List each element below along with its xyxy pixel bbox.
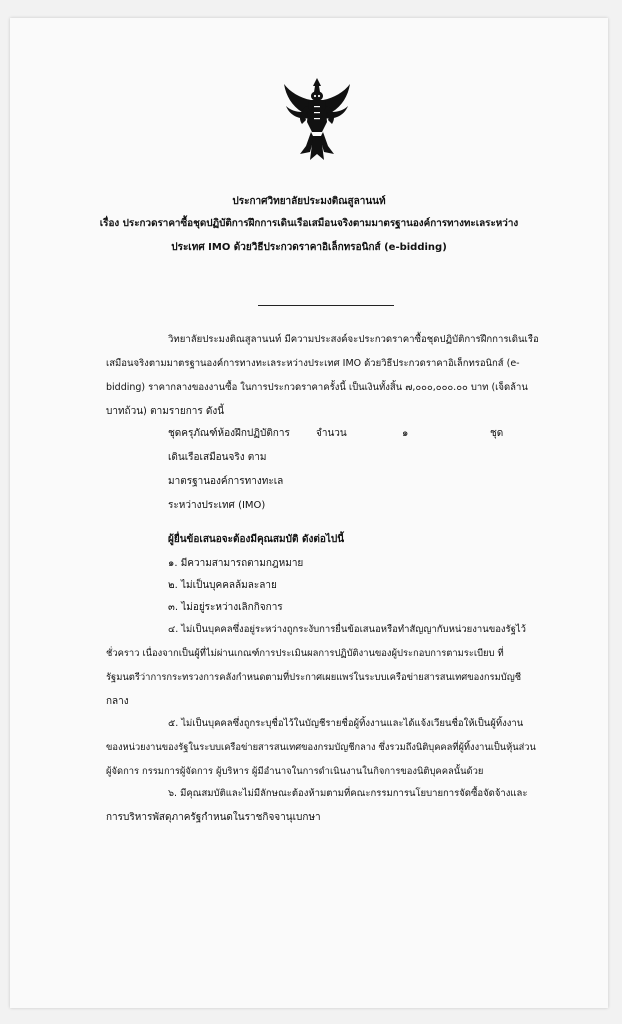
qualifications-heading: ผู้ยื่นข้อเสนอจะต้องมีคุณสมบัติ ดังต่อไปนี้ — [168, 534, 345, 545]
intro-line-1: วิทยาลัยประมงติณสูลานนท์ มีความประสงค์จะประกวดราคาซื้อชุดปฏิบัติการฝึกการเดินเรือ — [168, 334, 539, 345]
item-name-line-4: ระหว่างประเทศ (IMO) — [168, 500, 266, 511]
intro-line-4: บาทถ้วน) ตามรายการ ดังนี้ — [106, 406, 225, 417]
item-name-line-3: มาตรฐานองค์การทางทะเล — [168, 476, 284, 487]
item-name-line-2: เดินเรือเสมือนจริง ตาม — [168, 452, 267, 463]
qualification-5-line-3: ผู้จัดการ กรรมการผู้จัดการ ผู้บริหาร ผู้มีอำนาจในการดำเนินงานในกิจการของนิติบุคคลนั้นด้วย — [106, 766, 484, 777]
qualification-4-line-3: รัฐมนตรีว่าการกระทรวงการคลังกำหนดตามที่ประกาศเผยแพร่ในระบบเครือข่ายสารสนเทศของกรมบัญชี — [106, 672, 522, 683]
qualification-6-line-1: ๖. มีคุณสมบัติและไม่มีลักษณะต้องห้ามตามที่คณะกรรมการนโยบายการจัดซื้อจัดจ้างและ — [168, 788, 528, 799]
intro-line-3: bidding) ราคากลางของงานซื้อ ในการประกวดราคาครั้งนี้ เป็นเงินทั้งสิ้น ๗,๐๐๐,๐๐๐.๐๐ บาท (เจ็ดล้าน — [106, 382, 528, 393]
document-page — [10, 18, 608, 1008]
intro-line-2: เสมือนจริงตามมาตรฐานองค์การทางทะเลระหว่างประเทศ IMO ด้วยวิธีประกวดราคาอิเล็กทรอนิกส์ (e- — [106, 358, 520, 369]
item-qty-label: จำนวน — [316, 428, 347, 439]
qualification-4-line-1: ๔. ไม่เป็นบุคคลซึ่งอยู่ระหว่างถูกระงับการยื่นข้อเสนอหรือทำสัญญากับหน่วยงานของรัฐไว้ — [168, 624, 526, 635]
announcement-subject-line-2: ประเทศ IMO ด้วยวิธีประกวดราคาอิเล็กทรอนิกส์ (e-bidding) — [171, 242, 447, 253]
qualification-5-line-2: ของหน่วยงานของรัฐในระบบเครือข่ายสารสนเทศของกรมบัญชีกลาง ซึ่งรวมถึงนิติบุคคลที่ผู้ทิ้งงานเป็นหุ้นส่วน — [106, 742, 536, 753]
announcement-org-line: ประกาศวิทยาลัยประมงติณสูลานนท์ — [232, 196, 386, 207]
qualification-2: ๒. ไม่เป็นบุคคลล้มละลาย — [168, 580, 277, 591]
item-name-line-1: ชุดครุภัณฑ์ห้องฝึกปฏิบัติการ — [168, 428, 290, 439]
announcement-subject-line-1: เรื่อง ประกวดราคาซื้อชุดปฏิบัติการฝึกการเดินเรือเสมือนจริงตามมาตรฐานองค์การทางทะเลระหว่าง — [99, 218, 519, 229]
qualification-4-line-4: กลาง — [106, 696, 129, 707]
header-divider — [258, 305, 394, 306]
qualification-5-line-1: ๕. ไม่เป็นบุคคลซึ่งถูกระบุชื่อไว้ในบัญชีรายชื่อผู้ทิ้งงานและได้แจ้งเวียนชื่อให้เป็นผู้ทิ้งงาน — [168, 718, 524, 729]
qualification-4-line-2: ชั่วคราว เนื่องจากเป็นผู้ที่ไม่ผ่านเกณฑ์การประเมินผลการปฏิบัติงานของผู้ประกอบการตามระเบียบ ที่ — [106, 648, 504, 659]
item-qty: ๑ — [402, 428, 409, 439]
qualification-1: ๑. มีความสามารถตามกฎหมาย — [168, 558, 304, 569]
item-unit: ชุด — [490, 428, 504, 439]
qualification-3: ๓. ไม่อยู่ระหว่างเลิกกิจการ — [168, 602, 283, 613]
garuda-emblem-icon — [282, 76, 352, 162]
qualification-6-line-2: การบริหารพัสดุภาครัฐกำหนดในราชกิจจานุเบกษา — [106, 812, 321, 823]
